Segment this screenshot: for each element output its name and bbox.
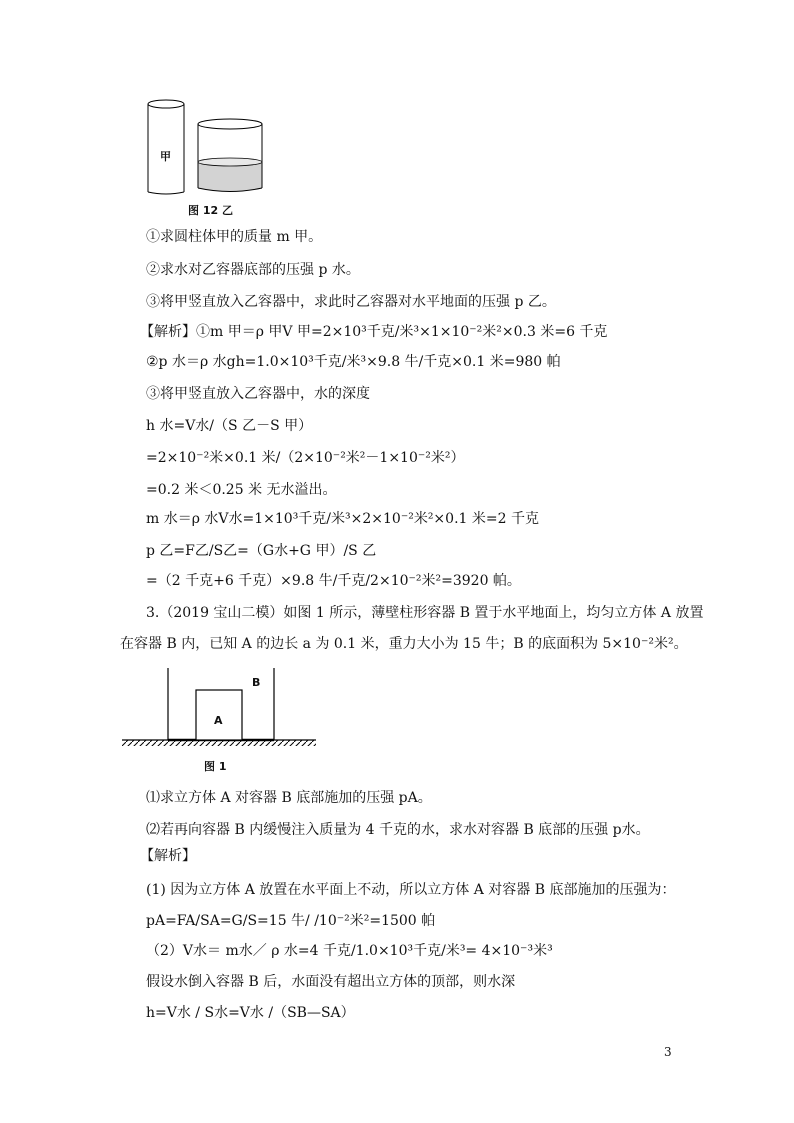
figure-1-caption: 图 1	[204, 760, 227, 773]
figure-12-caption: 图 12 乙	[188, 204, 233, 217]
container-b-label: B	[252, 676, 261, 689]
container-yi-top	[198, 119, 262, 129]
q3-line-4: (1) 因为立方体 A 放置在水平面上不动，所以立方体 A 对容器 B 底部施加的压强为：	[146, 882, 676, 898]
q2-line-5: ②p 水＝ρ 水gh=1.0×10³千克/米³×9.8 牛/千克×0.1 米=980 帕	[146, 354, 561, 370]
q3-intro-2: 在容器 B 内，已知 A 的边长 a 为 0.1 米，重力大小为 15 牛；B 的底面积为 5×10⁻²米²。	[120, 636, 688, 652]
cylinder-jia-bottom	[148, 192, 184, 194]
q2-line-11: p 乙=F乙/S乙=（G水+G 甲）/S 乙	[146, 543, 377, 559]
water-surface	[198, 158, 262, 166]
q2-line-6: ③将甲竖直放入乙容器中，水的深度	[146, 386, 370, 402]
q3-line-6: （2）V水＝ m水／ ρ 水=4 千克/1.0×10³千克/米³= 4×10⁻³米³	[146, 943, 553, 959]
q3-intro-1: 3.（2019 宝山二模）如图 1 所示，薄壁柱形容器 B 置于水平地面上，均匀立方体 A 放置	[146, 605, 704, 621]
q2-line-3: ③将甲竖直放入乙容器中，求此时乙容器对水平地面的压强 p 乙。	[146, 294, 556, 310]
container-yi-water	[198, 162, 262, 192]
cube-a-label: A	[214, 714, 223, 727]
q2-line-1: ①求圆柱体甲的质量 m 甲。	[146, 229, 323, 245]
q3-line-5: pA=FA/SA=G/S=15 牛/ /10⁻²米²=1500 帕	[146, 913, 436, 929]
page-number: 3	[664, 1045, 672, 1059]
q2-line-10: m 水＝ρ 水V水=1×10³千克/米³×2×10⁻²米²×0.1 米=2 千克	[146, 511, 539, 527]
q2-line-9: =0.2 米＜0.25 米 无水溢出。	[146, 482, 337, 498]
cylinder-jia-top	[148, 100, 184, 108]
q2-line-12: =（2 千克+6 千克）×9.8 牛/千克/2×10⁻²米²=3920 帕。	[146, 573, 521, 589]
jia-label: 甲	[160, 150, 171, 163]
q2-line-7: h 水=V水/（S 乙－S 甲）	[146, 418, 313, 434]
q3-line-8: h=V水 / S水=V水 /（SB—SA）	[146, 1005, 355, 1021]
q2-line-2: ②求水对乙容器底部的压强 p 水。	[146, 262, 360, 278]
q3-line-7: 假设水倒入容器 B 后，水面没有超出立方体的顶部，则水深	[146, 974, 516, 990]
figure-12	[140, 96, 270, 196]
q3-line-2: ⑵若再向容器 B 内缓慢注入质量为 4 千克的水，求水对容器 B 底部的压强 p水。	[146, 822, 650, 838]
q2-line-4: 【解析】①m 甲＝ρ 甲V 甲=2×10³千克/米³×1×10⁻²米²×0.3 米=6 千克	[140, 324, 608, 340]
q2-line-8: =2×10⁻²米×0.1 米/（2×10⁻²米²－1×10⁻²米²）	[146, 450, 465, 466]
q3-line-1: ⑴求立方体 A 对容器 B 底部施加的压强 pA。	[146, 790, 432, 806]
figure-1	[120, 664, 320, 754]
q3-line-3: 【解析】	[140, 848, 196, 864]
